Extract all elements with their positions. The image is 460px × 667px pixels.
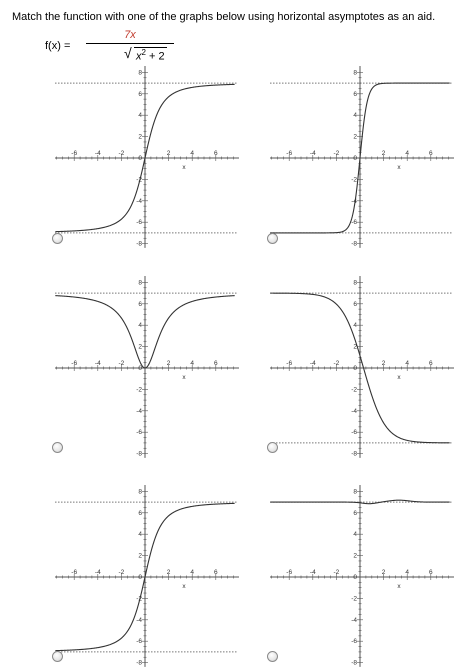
x-axis-label: x	[397, 583, 401, 590]
radicand-rest: + 2	[145, 50, 165, 63]
x-tick-label: 2	[166, 360, 171, 367]
y-tick-label: 6	[353, 90, 357, 98]
x-axis-label: x	[397, 374, 401, 381]
y-tick-label: 4	[138, 322, 142, 330]
y-tick-label: 0	[353, 574, 357, 581]
x-tick-label: -4	[309, 150, 316, 157]
y-tick-label: 6	[138, 300, 142, 308]
radio-option-6[interactable]	[267, 651, 278, 662]
graph-option-5	[55, 482, 245, 667]
y-tick-label: 6	[138, 90, 142, 98]
x-tick-label: 2	[381, 360, 386, 367]
graph-option-6	[270, 482, 460, 667]
radicand	[134, 47, 167, 63]
x-tick-label: 6	[428, 569, 433, 576]
x-tick-label: 6	[428, 360, 433, 367]
y-tick-label: 4	[138, 531, 142, 539]
radio-option-2[interactable]	[267, 233, 278, 244]
y-tick-label: -4	[351, 616, 357, 624]
y-tick-label: 8	[138, 279, 142, 287]
radio-option-4[interactable]	[267, 442, 278, 453]
x-tick-label: 4	[405, 360, 410, 367]
x-tick-label: 4	[190, 150, 195, 157]
y-tick-label: -6	[136, 638, 142, 646]
x-tick-label: -2	[333, 569, 340, 576]
y-tick-label: 0	[353, 365, 357, 372]
x-tick-label: -6	[71, 150, 78, 157]
x-tick-label: 2	[166, 150, 171, 157]
y-tick-label: 6	[138, 509, 142, 517]
y-tick-label: -2	[351, 386, 357, 394]
fraction-bar	[86, 43, 174, 44]
y-tick-label: -2	[351, 595, 357, 603]
graph-option-1	[55, 63, 245, 248]
graph-option-2	[270, 63, 460, 248]
x-tick-label: -6	[286, 569, 293, 576]
y-tick-label: -8	[136, 659, 142, 667]
x-tick-label: -4	[309, 569, 316, 576]
y-tick-label: -8	[351, 450, 357, 458]
y-tick-label: 2	[353, 133, 357, 141]
graph-option-4	[270, 273, 460, 458]
x-tick-label: 2	[381, 569, 386, 576]
question-prompt: Match the function with one of the graphs below using horizontal asymptotes as an aid.	[12, 11, 436, 23]
y-tick-label: 2	[138, 133, 142, 141]
y-tick-label: -2	[136, 595, 142, 603]
x-tick-label: -6	[286, 360, 293, 367]
x-tick-label: 2	[166, 569, 171, 576]
y-tick-label: 4	[138, 112, 142, 120]
x-tick-label: -6	[71, 360, 78, 367]
x-axis-label: x	[182, 164, 186, 171]
y-tick-label: 4	[353, 322, 357, 330]
y-tick-label: -8	[351, 659, 357, 667]
y-tick-label: -6	[351, 638, 357, 646]
x-tick-label: 6	[213, 569, 218, 576]
x-tick-label: -4	[94, 569, 101, 576]
x-tick-label: -2	[333, 150, 340, 157]
radicand-var: x	[136, 50, 142, 63]
x-tick-label: 4	[190, 569, 195, 576]
y-tick-label: 2	[353, 552, 357, 560]
radicand-power: 2	[141, 48, 146, 57]
sqrt-icon: √	[124, 45, 132, 61]
x-tick-label: -2	[333, 360, 340, 367]
y-tick-label: -8	[136, 450, 142, 458]
graph-option-3	[55, 273, 245, 458]
x-tick-label: 4	[405, 150, 410, 157]
x-tick-label: -6	[71, 569, 78, 576]
y-tick-label: -8	[351, 240, 357, 248]
y-tick-label: -4	[351, 407, 357, 415]
radio-option-1[interactable]	[52, 233, 63, 244]
y-tick-label: -4	[136, 407, 142, 415]
y-tick-label: -8	[136, 240, 142, 248]
x-tick-label: -2	[118, 360, 125, 367]
y-tick-label: 2	[353, 343, 357, 351]
function-numerator: 7x	[124, 29, 136, 41]
y-tick-label: -6	[136, 429, 142, 437]
y-tick-label: -4	[136, 197, 142, 205]
x-tick-label: -4	[94, 360, 101, 367]
x-tick-label: 2	[381, 150, 386, 157]
x-tick-label: 6	[213, 360, 218, 367]
y-tick-label: 8	[138, 69, 142, 77]
x-tick-label: -2	[118, 569, 125, 576]
y-tick-label: 0	[138, 155, 142, 162]
x-tick-label: 4	[190, 360, 195, 367]
y-tick-label: 0	[353, 155, 357, 162]
y-tick-label: 2	[138, 343, 142, 351]
x-axis-label: x	[182, 374, 186, 381]
x-tick-label: -6	[286, 150, 293, 157]
y-tick-label: 2	[138, 552, 142, 560]
x-axis-label: x	[182, 583, 186, 590]
y-tick-label: 8	[138, 488, 142, 496]
y-tick-label: 4	[353, 112, 357, 120]
y-tick-label: -6	[351, 219, 357, 227]
y-tick-label: -2	[136, 176, 142, 184]
x-tick-label: 6	[213, 150, 218, 157]
x-tick-label: -4	[309, 360, 316, 367]
y-tick-label: -4	[351, 197, 357, 205]
radio-option-3[interactable]	[52, 442, 63, 453]
x-tick-label: 4	[405, 569, 410, 576]
y-tick-label: -6	[136, 219, 142, 227]
radio-option-5[interactable]	[52, 651, 63, 662]
function-lhs: f(x) =	[45, 40, 71, 52]
y-tick-label: 4	[353, 531, 357, 539]
x-axis-label: x	[397, 164, 401, 171]
y-tick-label: 0	[138, 365, 142, 372]
y-tick-label: -4	[136, 616, 142, 624]
y-tick-label: 8	[353, 488, 357, 496]
x-tick-label: 6	[428, 150, 433, 157]
y-tick-label: 8	[353, 279, 357, 287]
x-tick-label: -4	[94, 150, 101, 157]
y-tick-label: -2	[351, 176, 357, 184]
y-tick-label: 8	[353, 69, 357, 77]
y-tick-label: -2	[136, 386, 142, 394]
y-tick-label: 6	[353, 300, 357, 308]
y-tick-label: 6	[353, 509, 357, 517]
y-tick-label: -6	[351, 429, 357, 437]
y-tick-label: 0	[138, 574, 142, 581]
x-tick-label: -2	[118, 150, 125, 157]
